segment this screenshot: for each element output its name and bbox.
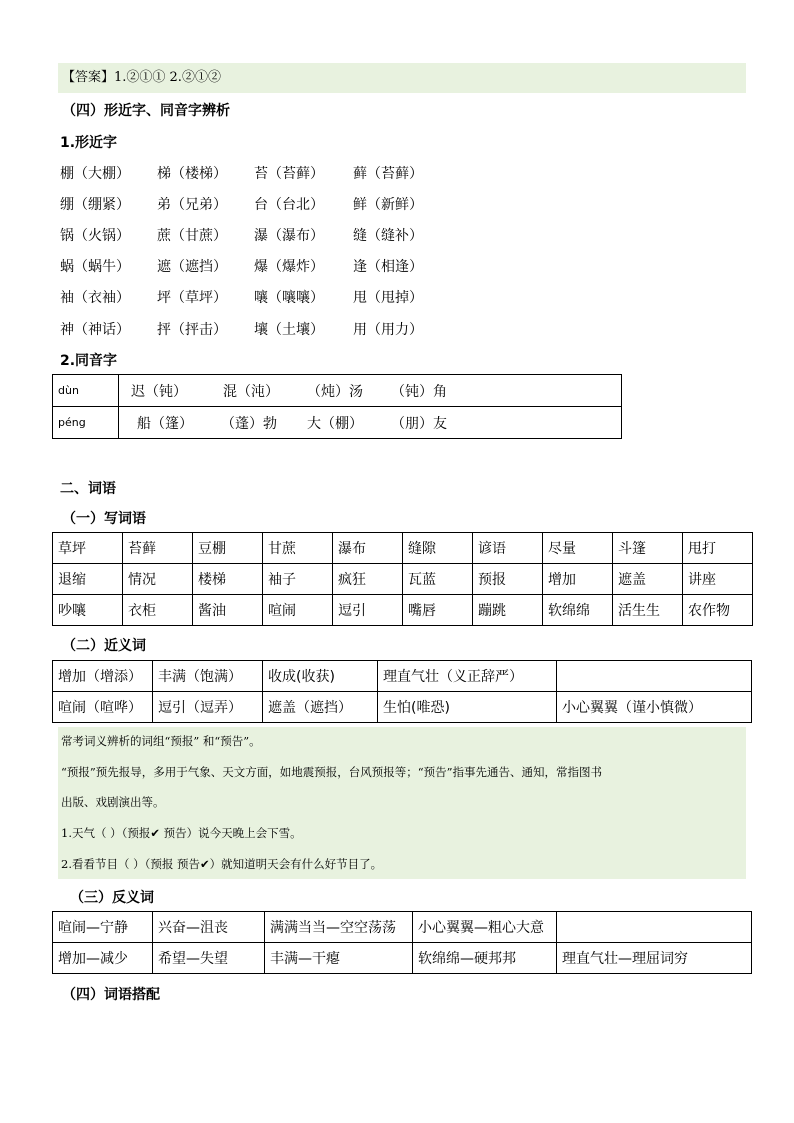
note-box [58, 727, 746, 879]
table-cell: 尽量 [543, 533, 613, 564]
table-cell: 甩打 [683, 533, 753, 564]
note-line: “预报”预先报导，多用于气象、天文方面，如地震预报，台风预报等；“预告”指事先通告、通知，常指图书 [61, 765, 603, 779]
subsection-title-collocation: （四）词语搭配 [62, 987, 160, 1003]
table-cell: 小心翼翼（谨小慎微） [557, 692, 752, 723]
table-row [53, 912, 752, 943]
note-line: 常考词义辨析的词组“预报” 和“预告”。 [61, 734, 261, 748]
note-line: 1.天气（ ）（预报✔ 预告）说今天晚上会下雪。 [61, 826, 302, 840]
homophone-item: （朋）友 [391, 415, 447, 432]
table-cell: 增加（增添） [53, 661, 153, 692]
table-cell: 豆棚 [193, 533, 263, 564]
subsection-title-homophones: 2.同音字 [60, 353, 118, 369]
table-cell: 衣柜 [123, 595, 193, 626]
homophone-item: （蓬）勃 [221, 415, 277, 432]
table-cell: 丰满—干瘪 [265, 943, 413, 974]
pinyin-cell: dùn [53, 375, 119, 407]
homophone-item: 大（棚） [307, 415, 363, 432]
similar-char-entry: 棚（大棚） [60, 166, 130, 182]
write-words-table [52, 532, 753, 626]
table-cell: 增加 [543, 564, 613, 595]
subsection-title-similar-chars: 1.形近字 [60, 135, 118, 151]
table-cell: 喧闹—宁静 [53, 912, 153, 943]
table-cell: 喧闹（喧哗） [53, 692, 153, 723]
synonyms-table [52, 660, 752, 723]
table-cell: 预报 [473, 564, 543, 595]
similar-char-entry: 弟（兄弟） [157, 197, 227, 213]
similar-char-entry: 蔗（甘蔗） [157, 228, 227, 244]
subsection-title-write-words: （一）写词语 [62, 511, 146, 527]
table-cell: 吵嚷 [53, 595, 123, 626]
similar-char-entry: 袖（衣袖） [60, 290, 130, 306]
table-cell: 生怕(唯恐) [378, 692, 557, 723]
similar-char-entry: 神（神话） [60, 322, 130, 338]
table-row [53, 661, 752, 692]
table-cell: 希望—失望 [153, 943, 265, 974]
homophone-item: （钝）角 [391, 383, 447, 400]
homophones-table [52, 374, 622, 439]
table-cell: 满满当当—空空荡荡 [265, 912, 413, 943]
homophone-item: 船（篷） [137, 415, 193, 432]
section-title-words: 二、词语 [60, 481, 116, 497]
answer-bar: 【答案】1.②①① 2.②①② [58, 63, 746, 93]
table-cell: 丰满（饱满） [153, 661, 263, 692]
table-row [53, 943, 752, 974]
table-row [53, 407, 622, 439]
similar-char-entry: 逢（相逢） [353, 259, 423, 275]
similar-char-entry: 壤（土壤） [254, 322, 324, 338]
table-cell: 逗引 [333, 595, 403, 626]
homophone-items-cell [119, 407, 622, 439]
similar-char-entry: 梯（楼梯） [157, 166, 227, 182]
table-cell: 讲座 [683, 564, 753, 595]
table-cell: 缝隙 [403, 533, 473, 564]
similar-char-entry: 爆（爆炸） [254, 259, 324, 275]
table-cell: 甘蔗 [263, 533, 333, 564]
table-cell: 酱油 [193, 595, 263, 626]
table-cell: 遮盖 [613, 564, 683, 595]
table-row [53, 564, 753, 595]
homophone-items-cell [119, 375, 622, 407]
table-cell: 瀑布 [333, 533, 403, 564]
table-cell: 楼梯 [193, 564, 263, 595]
table-cell: 疯狂 [333, 564, 403, 595]
table-cell: 嘴唇 [403, 595, 473, 626]
table-cell: 喧闹 [263, 595, 333, 626]
table-row [53, 595, 753, 626]
table-cell: 兴奋—沮丧 [153, 912, 265, 943]
similar-char-entry: 甩（甩掉） [353, 290, 423, 306]
table-cell: 瓦蓝 [403, 564, 473, 595]
subsection-title-synonyms: （二）近义词 [62, 638, 146, 654]
table-cell: 收成(收获) [263, 661, 378, 692]
table-cell: 退缩 [53, 564, 123, 595]
table-cell: 小心翼翼—粗心大意 [413, 912, 557, 943]
similar-char-entry: 用（用力） [353, 322, 423, 338]
similar-char-entry: 遮（遮挡） [157, 259, 227, 275]
table-cell: 农作物 [683, 595, 753, 626]
homophone-item: 迟（钝） [131, 383, 187, 400]
table-cell: 谚语 [473, 533, 543, 564]
table-cell: 苔藓 [123, 533, 193, 564]
similar-char-entry: 瀑（瀑布） [254, 228, 324, 244]
similar-char-entry: 绷（绷紧） [60, 197, 130, 213]
table-row [53, 375, 622, 407]
table-cell: 增加—减少 [53, 943, 153, 974]
similar-char-entry: 嚷（嚷嚷） [254, 290, 324, 306]
section-title-similar-homophone: （四）形近字、同音字辨析 [62, 103, 230, 119]
pinyin-cell: péng [53, 407, 119, 439]
similar-char-entry: 台（台北） [254, 197, 324, 213]
similar-char-entry: 坪（草坪） [157, 290, 227, 306]
similar-char-entry: 藓（苔藓） [353, 166, 423, 182]
similar-char-entry: 蜗（蜗牛） [60, 259, 130, 275]
table-cell: 理直气壮—理屈词穷 [557, 943, 752, 974]
antonyms-table [52, 911, 752, 974]
table-cell: 理直气壮（义正辞严） [378, 661, 557, 692]
similar-char-entry: 缝（缝补） [353, 228, 423, 244]
note-line: 2.看看节目（ ）（预报 预告✔）就知道明天会有什么好节目了。 [61, 857, 383, 871]
table-cell: 软绵绵 [543, 595, 613, 626]
table-cell [557, 661, 752, 692]
table-cell [557, 912, 752, 943]
table-cell: 草坪 [53, 533, 123, 564]
table-cell: 蹦跳 [473, 595, 543, 626]
table-cell: 袖子 [263, 564, 333, 595]
table-cell: 逗引（逗弄） [153, 692, 263, 723]
homophone-item: 混（沌） [223, 383, 279, 400]
similar-char-entry: 锅（火锅） [60, 228, 130, 244]
note-line: 出版、戏剧演出等。 [61, 795, 165, 809]
table-cell: 软绵绵—硬邦邦 [413, 943, 557, 974]
table-cell: 活生生 [613, 595, 683, 626]
table-row [53, 692, 752, 723]
homophone-item: （炖）汤 [307, 383, 363, 400]
table-cell: 斗篷 [613, 533, 683, 564]
similar-char-entry: 抨（抨击） [157, 322, 227, 338]
subsection-title-antonyms: （三）反义词 [70, 890, 154, 906]
similar-char-entry: 苔（苔藓） [254, 166, 324, 182]
table-cell: 遮盖（遮挡） [263, 692, 378, 723]
table-row [53, 533, 753, 564]
table-cell: 情况 [123, 564, 193, 595]
similar-char-entry: 鲜（新鲜） [353, 197, 423, 213]
